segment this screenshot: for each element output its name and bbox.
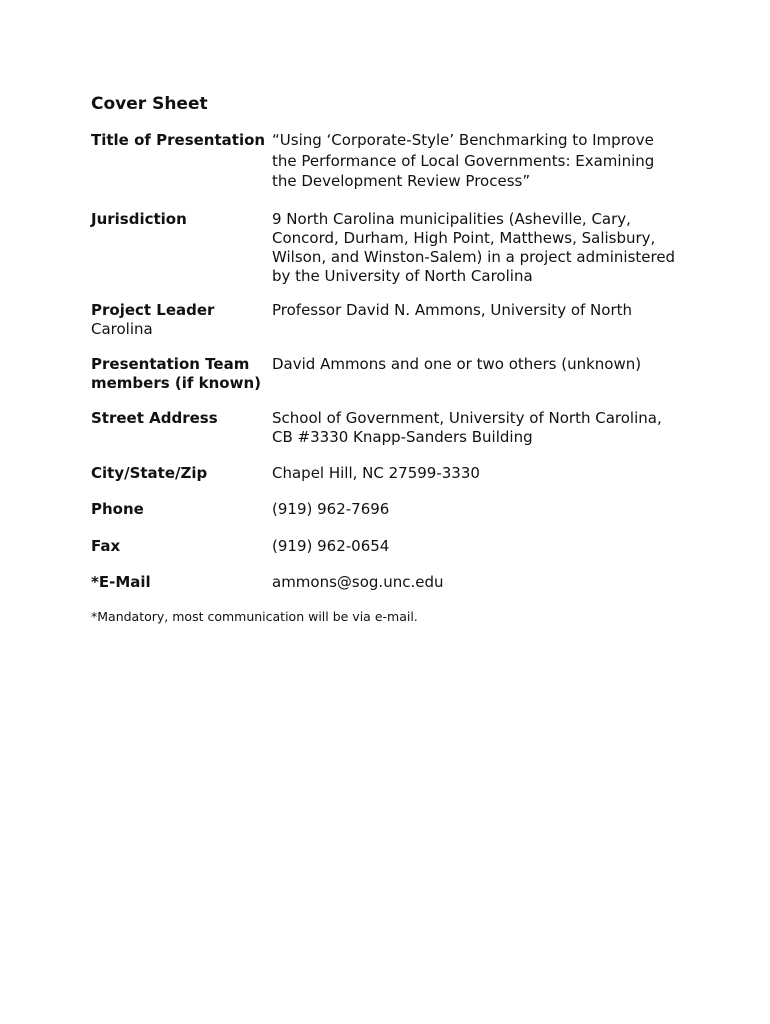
email-value: ammons@sog.unc.edu xyxy=(272,573,444,591)
title-line: the Performance of Local Governments: Examining xyxy=(272,151,655,170)
jurisdiction-label: Jurisdiction xyxy=(91,210,187,228)
project-leader-value-wrap: Carolina xyxy=(91,320,153,338)
jurisdiction-value xyxy=(272,210,675,286)
city-value: Chapel Hill, NC 27599-3330 xyxy=(272,464,480,482)
jurisdiction-line: 9 North Carolina municipalities (Asheville, Cary, xyxy=(272,210,631,228)
team-label xyxy=(91,355,261,393)
mandatory-note: *Mandatory, most communication will be via e-mail. xyxy=(91,609,418,624)
street-value xyxy=(272,409,662,447)
street-label: Street Address xyxy=(91,409,218,427)
project-leader-label-text: Project Leader xyxy=(91,301,215,319)
fax-value: (919) 962-0654 xyxy=(272,537,390,555)
fax-label: Fax xyxy=(91,537,121,555)
page-title: Cover Sheet xyxy=(91,94,208,114)
street-line: School of Government, University of North Carolina, xyxy=(272,409,662,427)
street-line: CB #3330 Knapp-Sanders Building xyxy=(272,428,533,446)
title-line: “Using ‘Corporate-Style’ Benchmarking to Improve xyxy=(272,131,654,149)
phone-value: (919) 962-7696 xyxy=(272,500,390,518)
team-label-line: Presentation Team xyxy=(91,355,250,373)
project-leader-label xyxy=(91,301,214,339)
jurisdiction-line: by the University of North Carolina xyxy=(272,267,533,285)
title-line: the Development Review Process” xyxy=(272,172,531,190)
title-value xyxy=(272,130,654,192)
project-leader-value: Professor David N. Ammons, University of North xyxy=(272,301,633,319)
title-label: Title of Presentation xyxy=(91,131,266,149)
jurisdiction-line: Wilson, and Winston-Salem) in a project administered xyxy=(272,248,676,266)
phone-label: Phone xyxy=(91,500,144,518)
city-label: City/State/Zip xyxy=(91,464,208,482)
team-label-line: members (if known) xyxy=(91,374,261,392)
email-label: *E-Mail xyxy=(91,573,151,591)
jurisdiction-line: Concord, Durham, High Point, Matthews, Salisbury, xyxy=(272,229,656,247)
team-value: David Ammons and one or two others (unknown) xyxy=(272,355,642,373)
